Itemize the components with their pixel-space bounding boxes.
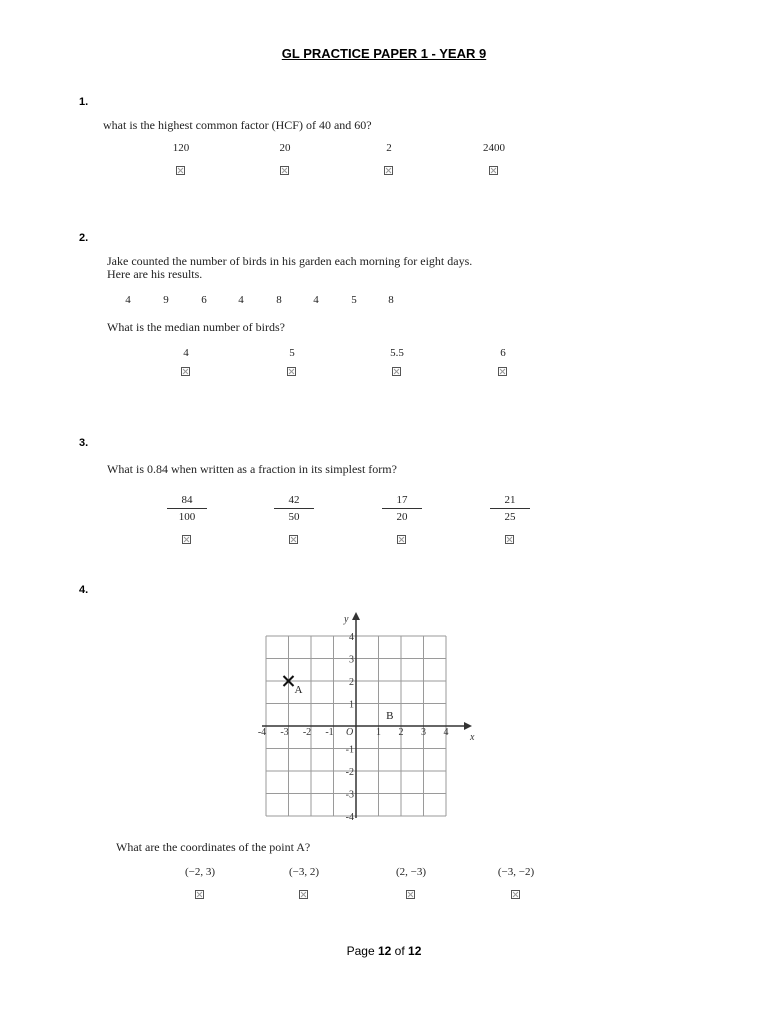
q4-option-4-checkbox[interactable] <box>511 890 520 899</box>
q4-option-2-checkbox[interactable] <box>299 890 308 899</box>
y-tick-label: 1 <box>349 699 354 711</box>
page-footer <box>0 944 768 958</box>
x-tick-label: -1 <box>325 727 334 738</box>
y-tick-label: 3 <box>349 654 354 666</box>
x-axis-arrow <box>464 722 472 730</box>
question-4-question: What are the coordinates of the point A? <box>116 840 311 854</box>
q2-option-4-label: 6 <box>500 347 506 359</box>
q2-result: 9 <box>163 294 169 306</box>
question-1-text: what is the highest common factor (HCF) of 40 and 60? <box>103 118 372 132</box>
fraction-numerator: 21 <box>490 494 530 509</box>
point-a-label: A <box>294 684 303 696</box>
q2-result: 4 <box>125 294 131 306</box>
fraction-denominator: 20 <box>396 511 408 523</box>
y-tick-label: -1 <box>345 744 354 756</box>
fraction-numerator: 42 <box>274 494 314 509</box>
q2-result: 5 <box>351 294 357 306</box>
question-2-question: What is the median number of birds? <box>107 320 285 334</box>
q4-option-1-checkbox[interactable] <box>195 890 204 899</box>
question-2-text-line2: Here are his results. <box>107 267 203 281</box>
question-2-text-line1: Jake counted the number of birds in his garden each morning for eight days. <box>107 254 473 268</box>
x-tick-label: -2 <box>302 727 312 738</box>
x-axis-label: x <box>470 732 475 743</box>
grid-labels <box>258 614 475 823</box>
x-tick-label: 4 <box>443 727 449 738</box>
fraction-denominator: 100 <box>178 511 196 523</box>
grid-axes <box>262 612 472 818</box>
q4-option-3-checkbox[interactable] <box>406 890 415 899</box>
x-tick-label: 2 <box>398 727 404 738</box>
q2-result: 8 <box>388 294 394 306</box>
grid-points <box>284 676 394 722</box>
footer-page-total: 12 <box>408 944 422 958</box>
fraction-numerator: 84 <box>167 494 207 509</box>
footer-of-label: of <box>394 944 405 958</box>
q2-result: 6 <box>201 294 207 306</box>
q1-option-4-label: 2400 <box>483 142 505 154</box>
q4-option-3-label: (2, −3) <box>395 866 427 878</box>
footer-page-number: 12 <box>377 944 392 958</box>
y-axis-label: y <box>344 614 349 625</box>
y-tick-label: -4 <box>345 812 354 823</box>
y-axis-arrow <box>352 612 360 620</box>
q4-option-4-label: (−3, −2) <box>497 866 535 878</box>
q2-option-3-label: 5.5 <box>390 347 404 359</box>
q2-option-2-label: 5 <box>289 347 295 359</box>
x-tick-label: O <box>346 727 354 738</box>
y-tick-label: -3 <box>345 789 354 801</box>
question-2-number: 2. <box>79 232 89 244</box>
q4-option-2-label: (−3, 2) <box>288 866 320 878</box>
x-tick-label: 1 <box>376 727 381 738</box>
y-tick-label: 4 <box>349 632 354 643</box>
fraction-denominator: 50 <box>288 511 300 523</box>
y-tick-label: -2 <box>345 767 354 778</box>
point-b-label: B <box>386 709 394 722</box>
q1-option-2-label: 20 <box>279 142 291 154</box>
fraction-numerator: 17 <box>382 494 422 509</box>
q4-option-1-label: (−2, 3) <box>184 866 216 878</box>
fraction-denominator: 25 <box>504 511 516 523</box>
q2-result: 4 <box>313 294 319 306</box>
question-4-number: 4. <box>79 584 89 596</box>
q1-option-1-label: 120 <box>172 142 190 154</box>
x-tick-label: -3 <box>280 727 289 738</box>
q2-result: 4 <box>238 294 244 306</box>
page-title: GL PRACTICE PAPER 1 - YEAR 9 <box>281 46 487 61</box>
question-3-text: What is 0.84 when written as a fraction in its simplest form? <box>107 462 397 476</box>
question-1-number: 1. <box>79 96 89 108</box>
x-tick-label: 3 <box>421 727 426 738</box>
question-3-number: 3. <box>79 437 89 449</box>
x-tick-label: -4 <box>257 727 267 738</box>
footer-page-label: Page <box>346 944 375 958</box>
q2-result: 8 <box>276 294 282 306</box>
y-tick-label: 2 <box>349 677 354 688</box>
q1-option-3-label: 2 <box>386 142 392 154</box>
q2-option-1-label: 4 <box>183 347 189 359</box>
